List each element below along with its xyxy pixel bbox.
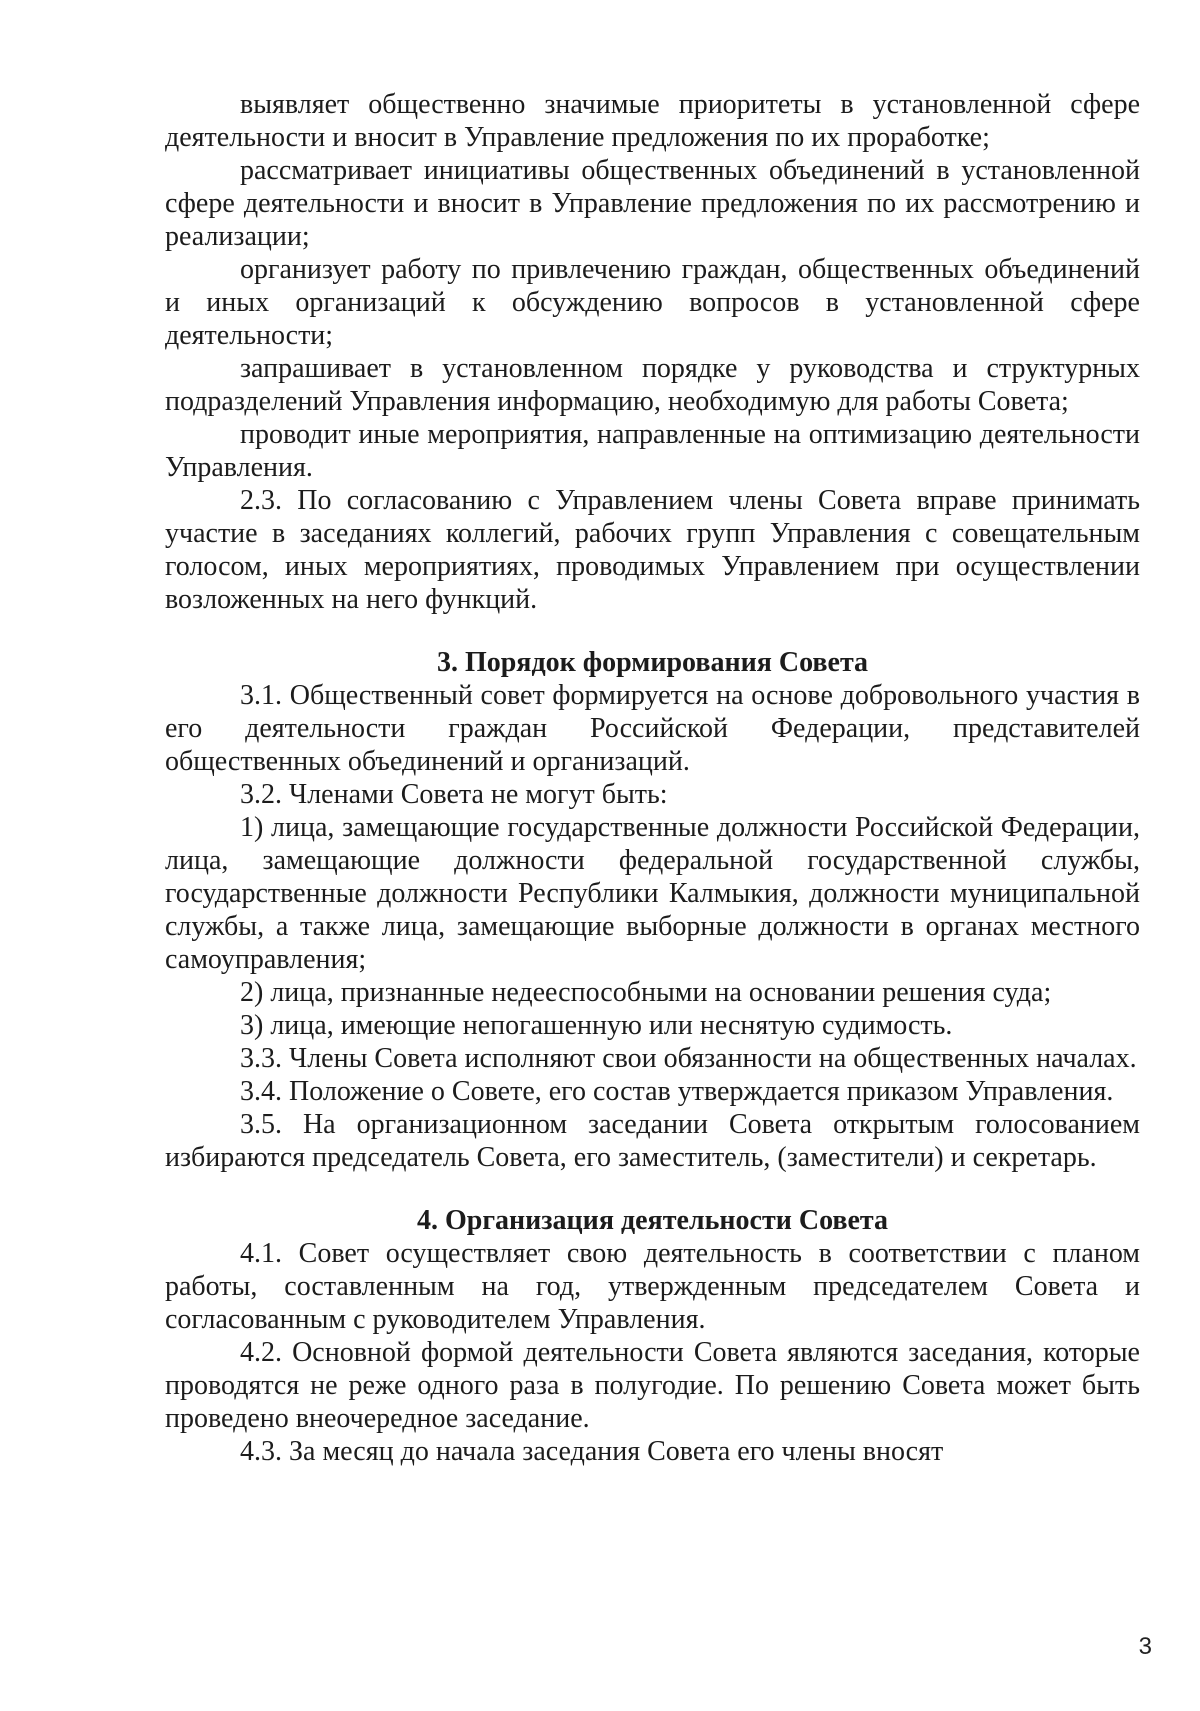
list-item: организует работу по привлечению граждан, общественных объединений и иных организаций к обсуждению вопросов в установленной сфере деятельности; xyxy=(165,254,1140,351)
page-number: 3 xyxy=(1138,1633,1152,1660)
list-item: рассматривает инициативы общественных объединений в установленной сфере деятельности и вносит в Управление предложения по их рассмотрению и реализации; xyxy=(165,155,1140,252)
list-item: выявляет общественно значимые приоритеты в установленной сфере деятельности и вносит в Управление предложения по их проработке; xyxy=(165,89,1140,153)
paragraph-4-1: 4.1. Совет осуществляет свою деятельность в соответствии с планом работы, составленным на год, утвержденным председателем Совета и согласованным с руководителем Управления. xyxy=(165,1238,1140,1335)
list-item: 1) лица, замещающие государственные должности Российской Федерации, лица, замещающие должности федеральной государственной службы, государственные должности Республики Калмыкия, должности муниципальной службы, а также лица, замещающие выборные должности в органах местного самоуправления; xyxy=(165,812,1140,975)
paragraph-4-3: 4.3. За месяц до начала заседания Совета его члены вносят xyxy=(240,1436,944,1467)
list-item: проводит иные мероприятия, направленные на оптимизацию деятельности Управления. xyxy=(165,419,1140,483)
document-page xyxy=(165,88,1140,1468)
paragraph-3-2: 3.2. Членами Совета не могут быть: xyxy=(240,779,668,810)
list-item: запрашивает в установленном порядке у руководства и структурных подразделений Управления информацию, необходимую для работы Совета; xyxy=(165,353,1140,417)
paragraph-3-3: 3.3. Члены Совета исполняют свои обязанности на общественных началах. xyxy=(240,1043,1137,1074)
paragraph-2-3: 2.3. По согласованию с Управлением члены Совета вправе принимать участие в заседаниях коллегий, рабочих групп Управления с совещательным голосом, иных мероприятиях, проводимых Управлением при осуществлении возложенных на него функций. xyxy=(165,485,1140,615)
section-3-heading: 3. Порядок формирования Совета xyxy=(436,647,869,678)
paragraph-4-2: 4.2. Основной формой деятельности Совета являются заседания, которые проводятся не реже одного раза в полугодие. По решению Совета может быть проведено внеочередное заседание. xyxy=(165,1337,1140,1434)
paragraph-3-1: 3.1. Общественный совет формируется на основе добровольного участия в его деятельности граждан Российской Федерации, представителей общественных объединений и организаций. xyxy=(165,680,1140,777)
section-4-heading: 4. Организация деятельности Совета xyxy=(416,1205,889,1236)
paragraph-3-5: 3.5. На организационном заседании Совета открытым голосованием избираются председатель Совета, его заместитель, (заместители) и секретарь. xyxy=(165,1109,1140,1173)
list-item: 2) лица, признанные недееспособными на основании решения суда; xyxy=(240,977,1052,1008)
paragraph-3-4: 3.4. Положение о Совете, его состав утверждается приказом Управления. xyxy=(240,1076,1114,1107)
list-item: 3) лица, имеющие непогашенную или неснятую судимость. xyxy=(240,1010,953,1041)
